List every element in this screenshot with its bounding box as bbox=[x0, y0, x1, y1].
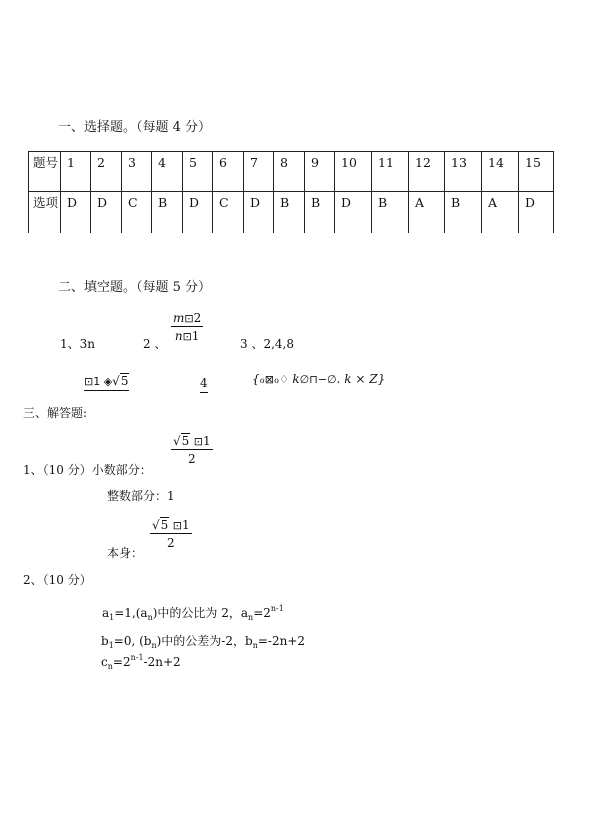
answer-cell bbox=[445, 192, 482, 233]
term-text: b bbox=[101, 634, 109, 648]
answer-cell bbox=[183, 192, 213, 233]
subscript: n bbox=[151, 641, 157, 650]
variable-k: k bbox=[292, 372, 300, 386]
section-3-heading: 三、解答题: bbox=[23, 406, 88, 420]
number-text: 5 bbox=[189, 155, 197, 170]
answer-text: C bbox=[128, 195, 138, 210]
subscript: n bbox=[107, 662, 113, 671]
term-text: =2 bbox=[112, 655, 131, 669]
number-cell bbox=[445, 152, 482, 192]
number-text: 1 bbox=[67, 155, 75, 170]
radical-sign: √ bbox=[173, 434, 181, 448]
variable-n: n bbox=[174, 329, 183, 343]
answer-table bbox=[28, 151, 554, 233]
variable-m: m bbox=[173, 311, 185, 325]
answer-cell bbox=[91, 192, 122, 233]
number-text: 10 bbox=[341, 155, 357, 170]
fraction-denominator: 2 bbox=[167, 536, 175, 550]
answer-cell bbox=[482, 192, 519, 233]
fill-answer-2-fraction bbox=[171, 311, 203, 343]
decimal-part-fraction bbox=[171, 434, 213, 466]
answer-cell bbox=[244, 192, 274, 233]
fraction-denominator bbox=[175, 327, 200, 343]
square-root bbox=[173, 434, 190, 448]
answer-cell bbox=[372, 192, 409, 233]
number-text: 12 bbox=[415, 155, 431, 170]
answer-cell bbox=[213, 192, 244, 233]
radicand: 5 bbox=[120, 374, 129, 388]
answer-text: B bbox=[311, 195, 321, 210]
answer-text: D bbox=[67, 195, 78, 210]
sequence-a-line bbox=[102, 604, 284, 622]
number-text: 13 bbox=[451, 155, 467, 170]
symbol-glyph: ⊡ bbox=[182, 330, 192, 343]
fraction-numerator bbox=[171, 434, 213, 449]
answer-text: B bbox=[378, 195, 388, 210]
fill-answer-5: 4 bbox=[200, 376, 208, 393]
term-text: =-2n+2 bbox=[257, 634, 306, 648]
number-text: 9 bbox=[311, 155, 319, 170]
sequence-b-line bbox=[101, 632, 305, 650]
answer-text: B bbox=[158, 195, 168, 210]
symbol-glyph: ℴ⊠ℴ♢ bbox=[259, 373, 293, 386]
fill-answer-6 bbox=[252, 372, 385, 386]
symbol-glyph: ⊡ bbox=[190, 435, 204, 448]
problem-1-label: 1、（10 分）小数部分： bbox=[23, 463, 152, 477]
symbol-glyph: ∅⊓−∅ bbox=[299, 373, 337, 386]
answer-row bbox=[29, 192, 554, 233]
square-root bbox=[152, 518, 169, 532]
answer-label-cell bbox=[29, 192, 61, 233]
self-fraction bbox=[150, 518, 192, 550]
number-cell bbox=[122, 152, 152, 192]
header-label-cell bbox=[29, 152, 61, 192]
term-text: =0, (b bbox=[113, 634, 152, 648]
set-open-brace: { bbox=[252, 372, 260, 386]
numerator-constant: 1 bbox=[203, 434, 211, 448]
number-cell bbox=[409, 152, 445, 192]
fill-answer-1: 1、3n bbox=[60, 337, 95, 351]
answer-text: D bbox=[250, 195, 261, 210]
integer-part: 整数部分：1 bbox=[107, 489, 175, 503]
radicand: 5 bbox=[181, 434, 190, 448]
exponent: n-1 bbox=[270, 604, 284, 613]
numerator-constant: 2 bbox=[193, 311, 202, 325]
answer-label: 选项 bbox=[33, 195, 59, 210]
subscript: n bbox=[147, 613, 153, 622]
number-cell bbox=[61, 152, 91, 192]
answer-text: D bbox=[341, 195, 352, 210]
answer-text: D bbox=[97, 195, 108, 210]
radical-sign: √ bbox=[152, 518, 160, 532]
answer-text: D bbox=[189, 195, 200, 210]
answer-cell bbox=[409, 192, 445, 233]
fill-answer-2-prefix: 2 、 bbox=[143, 337, 167, 351]
term-text: a bbox=[102, 606, 110, 620]
number-cell bbox=[519, 152, 554, 192]
number-text: 15 bbox=[525, 155, 541, 170]
denominator-constant: 1 bbox=[191, 329, 200, 343]
fraction-numerator bbox=[171, 311, 203, 326]
number-cell bbox=[91, 152, 122, 192]
number-cell bbox=[482, 152, 519, 192]
answer-text: D bbox=[525, 195, 536, 210]
symbol-glyph: ⊡1 ◈ bbox=[84, 375, 113, 388]
number-cell bbox=[152, 152, 183, 192]
answer-text: C bbox=[219, 195, 229, 210]
answer-text: B bbox=[280, 195, 290, 210]
number-text: 3 bbox=[128, 155, 136, 170]
subscript: n bbox=[252, 641, 258, 650]
fraction-numerator bbox=[150, 518, 192, 533]
term-text: =1,(a bbox=[114, 606, 148, 620]
number-text: 2 bbox=[97, 155, 105, 170]
term-text: -2n+2 bbox=[143, 655, 181, 669]
number-text: 14 bbox=[488, 155, 504, 170]
set-tail: . k × Z} bbox=[336, 372, 386, 386]
number-text: 11 bbox=[378, 155, 394, 170]
answer-cell bbox=[152, 192, 183, 233]
square-root bbox=[112, 374, 129, 388]
number-cell bbox=[274, 152, 305, 192]
answer-text: A bbox=[415, 195, 425, 210]
symbol-glyph: ⊡ bbox=[184, 312, 194, 325]
symbol-glyph: ⊡ bbox=[169, 519, 183, 532]
number-cell bbox=[372, 152, 409, 192]
term-text: )中的公比为 2，a bbox=[152, 606, 249, 620]
section-2-heading: 二、填空题。（每题 5 分） bbox=[58, 280, 212, 295]
term-text: c bbox=[101, 655, 108, 669]
number-cell bbox=[183, 152, 213, 192]
subscript: 1 bbox=[108, 641, 114, 650]
answer-cell bbox=[335, 192, 372, 233]
answer-cell bbox=[122, 192, 152, 233]
section-1-heading: 一、选择题。（每题 4 分） bbox=[58, 120, 212, 135]
sequence-c-line bbox=[101, 653, 181, 671]
subscript: 1 bbox=[109, 613, 115, 622]
answer-cell bbox=[519, 192, 554, 233]
term-text: =2 bbox=[253, 606, 271, 620]
number-text: 7 bbox=[250, 155, 258, 170]
answer-cell bbox=[61, 192, 91, 233]
problem-2-label: 2、（10 分） bbox=[23, 573, 92, 587]
answer-cell bbox=[305, 192, 335, 233]
numerator-constant: 1 bbox=[182, 518, 190, 532]
fill-answer-4 bbox=[84, 374, 129, 391]
number-text: 6 bbox=[219, 155, 227, 170]
answer-cell bbox=[274, 192, 305, 233]
self-label: 本身： bbox=[107, 546, 144, 560]
number-cell bbox=[213, 152, 244, 192]
radicand: 5 bbox=[160, 518, 169, 532]
term-text: )中的公差为-2，b bbox=[156, 634, 253, 648]
subscript: n bbox=[248, 613, 254, 622]
radical-sign: √ bbox=[112, 374, 120, 388]
number-text: 8 bbox=[280, 155, 288, 170]
number-text: 4 bbox=[158, 155, 166, 170]
question-number-row bbox=[29, 152, 554, 192]
number-cell bbox=[335, 152, 372, 192]
number-cell bbox=[244, 152, 274, 192]
question-number-label: 题号 bbox=[33, 155, 59, 170]
number-cell bbox=[305, 152, 335, 192]
answer-text: B bbox=[451, 195, 461, 210]
fraction-denominator: 2 bbox=[188, 452, 196, 466]
answer-text: A bbox=[488, 195, 498, 210]
exponent: n-1 bbox=[130, 653, 144, 662]
fill-answer-3: 3 、2,4,8 bbox=[240, 337, 294, 351]
